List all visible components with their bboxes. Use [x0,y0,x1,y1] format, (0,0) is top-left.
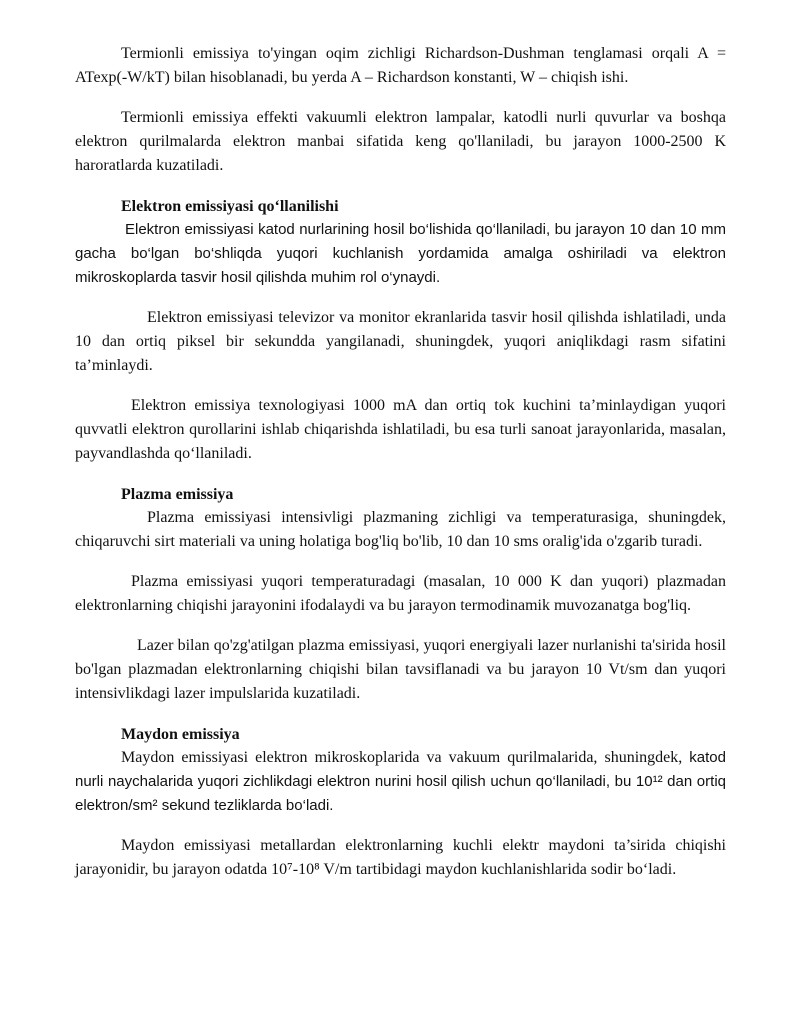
field-paragraph-1 [75,746,726,818]
plasma-paragraph-3: Lazer bilan qo'zg'atilgan plazma emissiyasi, yuqori energiyali lazer nurlanishi ta'sirida hosil bo'lgan plazmadan elektronlarning chiqishi bilan tavsiflanadi va bu jarayon 10 Vt/sm dan yuqori intensivlikdagi lazer impulslarida kuzatiladi. [75,637,726,702]
field-paragraph-1-sans: katod nurli naychalarida yuqori zichlikdagi elektron nurini hosil qilish uchun qo‘llaniladi, bu 10¹² dan ortiq elektron/sm² sekund tezliklarda bo‘ladi. [75,749,726,814]
electron-paragraph-2: Elektron emissiyasi televizor va monitor ekranlarida tasvir hosil qilishda ishlatiladi, unda 10 dan ortiq piksel bir sekundda yangilanadi, shuningdek, yuqori aniqlikdagi rasm sifatini ta’minlaydi. [75,309,726,374]
plasma-paragraph-2: Plazma emissiyasi yuqori temperaturadagi (masalan, 10 000 K dan yuqori) plazmadan elektronlarning chiqishi jarayonini ifodalaydi va bu jarayon termodinamik muvozanatga bog'liq. [75,573,726,614]
electron-paragraph-3: Elektron emissiya texnologiyasi 1000 mA dan ortiq tok kuchini ta’minlaydigan yuqori quvvatli elektron qurollarini ishlab chiqarishda ishlatiladi, bu esa turli sanoat jarayonlarida, masalan, payvandlashda qo‘llaniladi. [75,397,726,462]
electron-emission-heading: Elektron emissiyasi qo‘llanilishi [121,198,339,215]
intro-paragraph-1: Termionli emissiya to'yingan oqim zichligi Richardson-Dushman tenglamasi orqali A = ATexp(-W/kT) bilan hisoblanadi, bu yerda A – Richardson konstanti, W – chiqish ishi. [75,45,726,86]
plasma-paragraph-1: Plazma emissiyasi intensivligi plazmaning zichligi va temperaturasiga, shuningdek, chiqaruvchi sirt materiali va uning holatiga bog'liq bo'lib, 10 dan 10 sms oralig'ida o'zgarib turadi. [75,509,726,550]
electron-paragraph-1: Elektron emissiyasi katod nurlarining hosil bo‘lishida qo‘llaniladi, bu jarayon 10 dan 10 mm gacha bo‘lgan bo‘shliqda yuqori kuchlanish yordamida amalga oshiriladi va elektron mikroskoplarda tasvir hosil qilishda muhim rol o‘ynaydi. [75,221,726,286]
field-paragraph-2: Maydon emissiyasi metallardan elektronlarning kuchli elektr maydoni ta’sirida chiqishi jarayonidir, bu jarayon odatda 10⁷-10⁸ V/m tartibidagi maydon kuchlanishlarida sodir bo‘ladi. [75,837,726,878]
document-page [75,42,726,882]
plasma-emission-heading: Plazma emissiya [121,486,234,503]
intro-paragraph-2: Termionli emissiya effekti vakuumli elektron lampalar, katodli nurli quvurlar va boshqa elektron qurilmalarda elektron manbai sifatida keng qo'llaniladi, bu jarayon 1000-2500 K haroratlarda kuzatiladi. [75,109,726,174]
field-emission-heading: Maydon emissiya [121,726,240,743]
field-paragraph-1-lead: Maydon emissiyasi elektron mikroskoplarida va vakuum qurilmalarida, shuningdek, [121,749,690,766]
